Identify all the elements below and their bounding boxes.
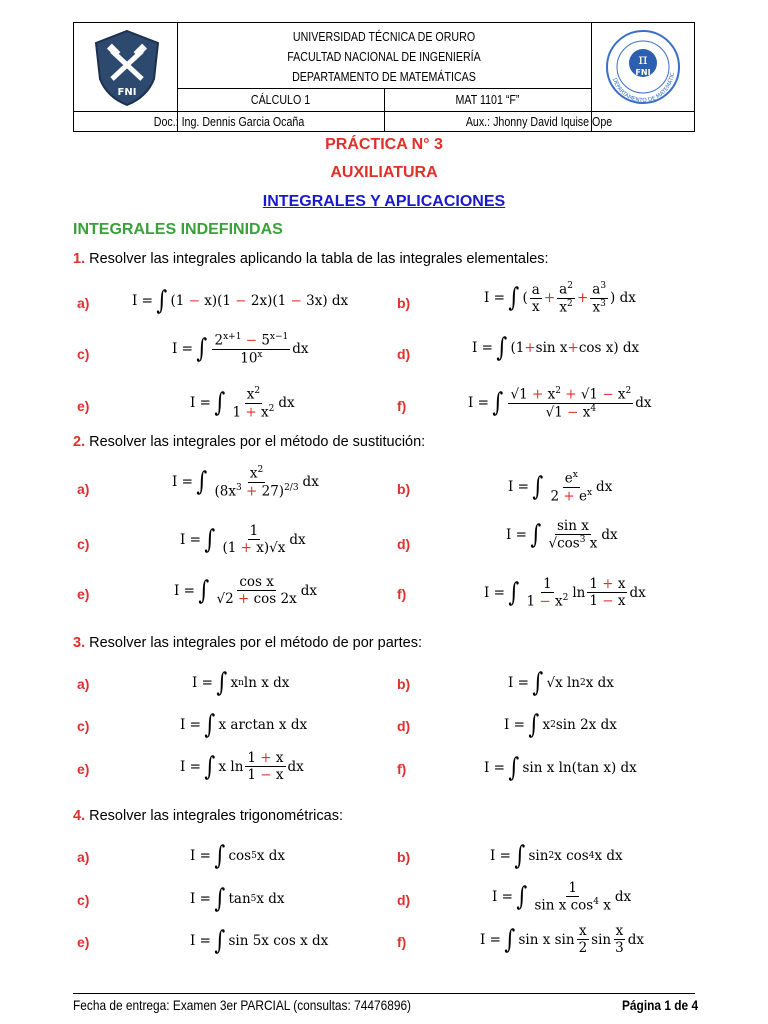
label-1f: f) xyxy=(397,398,407,414)
equation-4a: I = ∫ cos 5 x dx xyxy=(190,841,286,871)
label-3a: a) xyxy=(77,676,90,692)
equation-2e: I = ∫ cos x √2 + cos 2x dx xyxy=(174,574,317,608)
equation-1b: I = ∫ ( a x + $\frac{a^2}{x^2}$ + $\frac{a^3}{x^3}$ ) dx xyxy=(484,281,636,316)
math-department-logo xyxy=(600,27,686,112)
label-1e: e) xyxy=(77,398,90,414)
label-2c: c) xyxy=(77,536,90,552)
auxiliatura-title: AUXILIATURA xyxy=(330,164,438,181)
label-4a: a) xyxy=(77,849,90,865)
svg-text:FNI: FNI xyxy=(117,87,137,98)
label-3d: d) xyxy=(397,718,411,734)
equation-3a: I = ∫ x n ln x dx xyxy=(192,668,290,698)
section-title: INTEGRALES INDEFINIDAS xyxy=(73,221,283,238)
label-4c: c) xyxy=(77,892,90,908)
label-2f: f) xyxy=(397,586,407,602)
label-4e: e) xyxy=(77,934,90,950)
teacher-name: Doc.: Ing. Dennis Garcia Ocaña xyxy=(153,114,305,129)
equation-1d: I = ∫ (1 + sin x + cos x) dx xyxy=(472,333,640,363)
assistant-name: Aux.: Jhonny David Iquise Ope xyxy=(465,114,613,129)
label-4b: b) xyxy=(397,849,411,865)
question-3: 3. Resolver las integrales por el método de por partes: xyxy=(73,635,422,651)
equation-3c: I = ∫ x arctan x dx xyxy=(180,710,308,740)
equation-2f: I = ∫ 1 $1 - x^2$ ln 1 + x 1 − x dx xyxy=(484,576,646,610)
university-name: UNIVERSIDAD TÉCNICA DE ORURO xyxy=(292,29,476,44)
equation-3b: I = ∫ √x ln 2 x dx xyxy=(508,668,614,698)
equation-4e: I = ∫ sin 5x cos x dx xyxy=(190,926,329,956)
course-code: MAT 1101 “F” xyxy=(455,92,520,107)
label-2a: a) xyxy=(77,481,90,497)
footer-rule xyxy=(73,993,695,994)
equation-1f: I = ∫ $√1 + x^2 + √1 - x^2$ $√1 - x^4$ dx xyxy=(468,386,652,421)
topic-title: INTEGRALES Y APLICACIONES xyxy=(262,193,506,210)
fni-shield-logo xyxy=(92,29,162,112)
equation-4b: I = ∫ sin 2 x cos 4 x dx xyxy=(490,841,623,871)
label-2e: e) xyxy=(77,586,90,602)
equation-3f: I = ∫ sin x ln(tan x) dx xyxy=(484,753,637,783)
equation-2c: I = ∫ 1 (1 + x)√x dx xyxy=(180,523,306,557)
question-2: 2. Resolver las integrales por el método de sustitución: xyxy=(73,434,426,450)
equation-4f: I = ∫ sin x sin x 2 sin x 3 dx xyxy=(480,923,644,957)
svg-text:DEPARTAMENTO DE MATEMÁTICAS: DEPARTAMENTO DE MATEMÁTIC xyxy=(611,72,677,105)
equation-4d: I = ∫ 1 sin x $\cos^4 x$ dx xyxy=(492,880,632,914)
label-1d: d) xyxy=(397,346,411,362)
label-3f: f) xyxy=(397,761,407,777)
svg-text:π: π xyxy=(638,52,648,68)
equation-1e: I = ∫ $x^2$ $1 + x^2$ dx xyxy=(190,386,295,421)
label-3e: e) xyxy=(77,761,90,777)
label-1c: c) xyxy=(77,346,90,362)
practice-title: PRÁCTICA N° 3 xyxy=(325,136,443,153)
label-3b: b) xyxy=(397,676,411,692)
course-name: CÁLCULO 1 xyxy=(250,92,311,107)
equation-3e: I = ∫ x ln 1 + x 1 − x dx xyxy=(180,750,304,784)
label-4f: f) xyxy=(397,934,407,950)
faculty-name: FACULTAD NACIONAL DE INGENIERÍA xyxy=(287,49,481,64)
department-name: DEPARTAMENTO DE MATEMÁTICAS xyxy=(292,69,476,84)
label-4d: d) xyxy=(397,892,411,908)
equation-1c: I = ∫ $2^{x+1} - 5^{x-1}$ 10$^x$ dx xyxy=(172,332,309,367)
label-2d: d) xyxy=(397,536,411,552)
header-table xyxy=(73,22,695,132)
equation-2b: I = ∫ $e^x$ $2 + e^x$ dx xyxy=(508,470,613,505)
label-1b: b) xyxy=(397,295,411,311)
label-1a: a) xyxy=(77,295,90,311)
svg-text:FNI: FNI xyxy=(635,68,651,77)
equation-3d: I = ∫ x 2 sin 2x dx xyxy=(504,710,617,740)
equation-1a: I = ∫ (1 − x)(1 − 2x)(1 − 3x) dx xyxy=(132,286,349,316)
equation-4c: I = ∫ tan 5 x dx xyxy=(190,884,285,914)
question-4: 4. Resolver las integrales trigonométricas: xyxy=(73,808,343,824)
equation-2d: I = ∫ sin x $√\cos^3$ x dx xyxy=(506,518,618,552)
question-1: 1. Resolver las integrales aplicando la tabla de las integrales elementales: xyxy=(73,251,549,267)
equation-2a: I = ∫ $x^2$ $(8x^3 + 27)^{2/3}$ dx xyxy=(172,465,319,500)
label-3c: c) xyxy=(77,718,90,734)
footer-delivery: Fecha de entrega: Examen 3er PARCIAL (consultas: 74476896) xyxy=(73,997,412,1013)
footer-page: Página 1 de 4 xyxy=(622,997,699,1013)
label-2b: b) xyxy=(397,481,411,497)
